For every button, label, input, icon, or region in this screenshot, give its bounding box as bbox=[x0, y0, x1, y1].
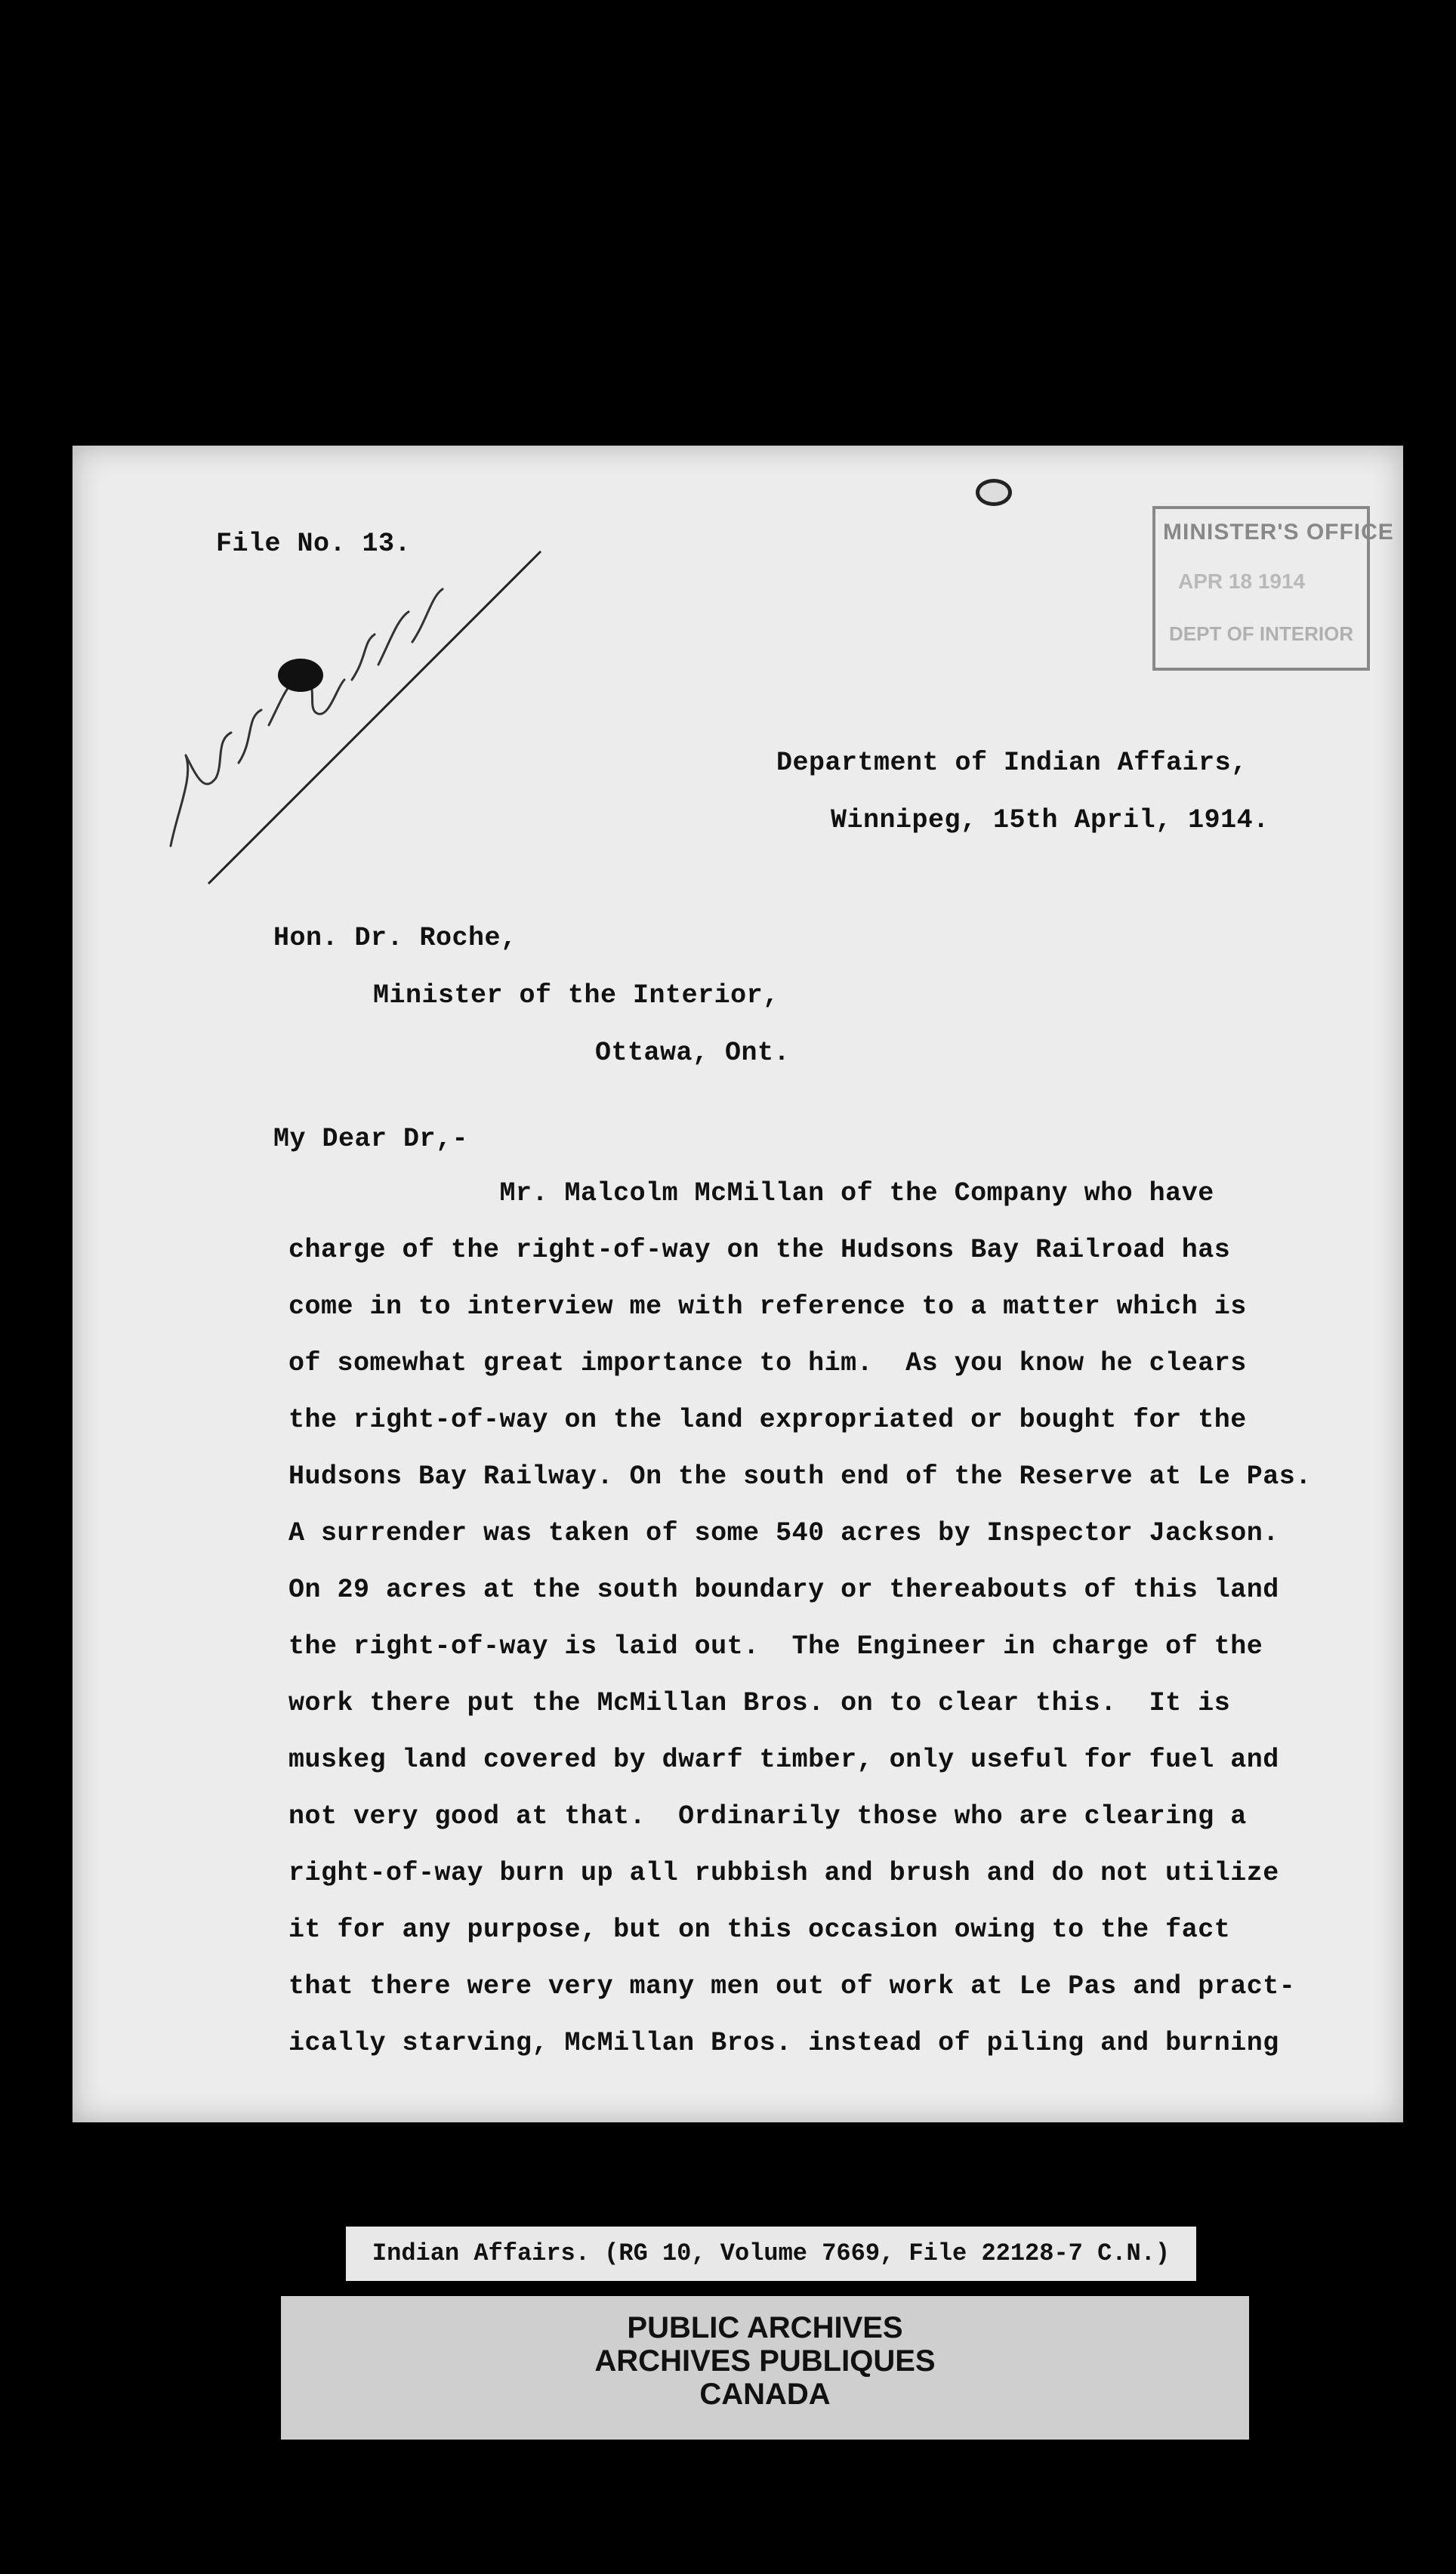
archives-line-2: ARCHIVES PUBLIQUES bbox=[594, 2344, 936, 2378]
handwritten-annotation bbox=[125, 491, 578, 914]
addressee-line-3: Ottawa, Ont. bbox=[595, 1038, 791, 1068]
body-line: ically starving, McMillan Bros. instead of piling and burning bbox=[288, 2028, 1279, 2058]
body-line: charge of the right-of-way on the Hudsons Bay Railroad has bbox=[288, 1235, 1231, 1265]
sender-line-2: Winnipeg, 15th April, 1914. bbox=[831, 805, 1269, 835]
stamp-title: MINISTER'S OFFICE bbox=[1163, 520, 1394, 545]
body-line: the right-of-way is laid out. The Engineer in charge of the bbox=[288, 1631, 1263, 1662]
body-line: Mr. Malcolm McMillan of the Company who have bbox=[288, 1178, 1214, 1208]
body-line: of somewhat great importance to him. As you know he clears bbox=[288, 1348, 1247, 1378]
archives-label bbox=[281, 2296, 1249, 2440]
body-line: Hudsons Bay Railway. On the south end of the Reserve at Le Pas. bbox=[288, 1461, 1312, 1492]
file-number: File No. 13. bbox=[216, 529, 412, 559]
received-stamp bbox=[1152, 506, 1394, 671]
body-line: work there put the McMillan Bros. on to clear this. It is bbox=[288, 1688, 1231, 1718]
addressee-line-2: Minister of the Interior, bbox=[373, 980, 779, 1011]
body-line: that there were very many men out of work at Le Pas and pract- bbox=[288, 1971, 1296, 2001]
archive-footer bbox=[0, 2221, 1456, 2538]
salutation: My Dear Dr,- bbox=[273, 1124, 469, 1154]
addressee-line-1: Hon. Dr. Roche, bbox=[273, 923, 517, 953]
body-line: the right-of-way on the land expropriated or bought for the bbox=[288, 1405, 1247, 1435]
archives-line-3: CANADA bbox=[699, 2378, 831, 2411]
archives-line-1: PUBLIC ARCHIVES bbox=[627, 2311, 903, 2344]
body-line: On 29 acres at the south boundary or thereabouts of this land bbox=[288, 1575, 1279, 1605]
stamp-dept: DEPT OF INTERIOR bbox=[1169, 622, 1354, 645]
sender-line-1: Department of Indian Affairs, bbox=[776, 748, 1248, 778]
body-line: muskeg land covered by dwarf timber, only useful for fuel and bbox=[288, 1745, 1279, 1775]
body-line: not very good at that. Ordinarily those who are clearing a bbox=[288, 1801, 1247, 1832]
body-line: come in to interview me with reference to a matter which is bbox=[288, 1292, 1247, 1322]
body-line: right-of-way burn up all rubbish and brush and do not utilize bbox=[288, 1858, 1279, 1888]
body-line: it for any purpose, but on this occasion owing to the fact bbox=[288, 1915, 1231, 1945]
body-line: A surrender was taken of some 540 acres by Inspector Jackson. bbox=[288, 1518, 1279, 1548]
archive-citation: Indian Affairs. (RG 10, Volume 7669, File 22128-7 C.N.) bbox=[346, 2227, 1196, 2281]
document-page bbox=[72, 446, 1403, 2122]
punch-hole bbox=[976, 479, 1012, 506]
stamp-date: APR 18 1914 bbox=[1178, 569, 1306, 593]
